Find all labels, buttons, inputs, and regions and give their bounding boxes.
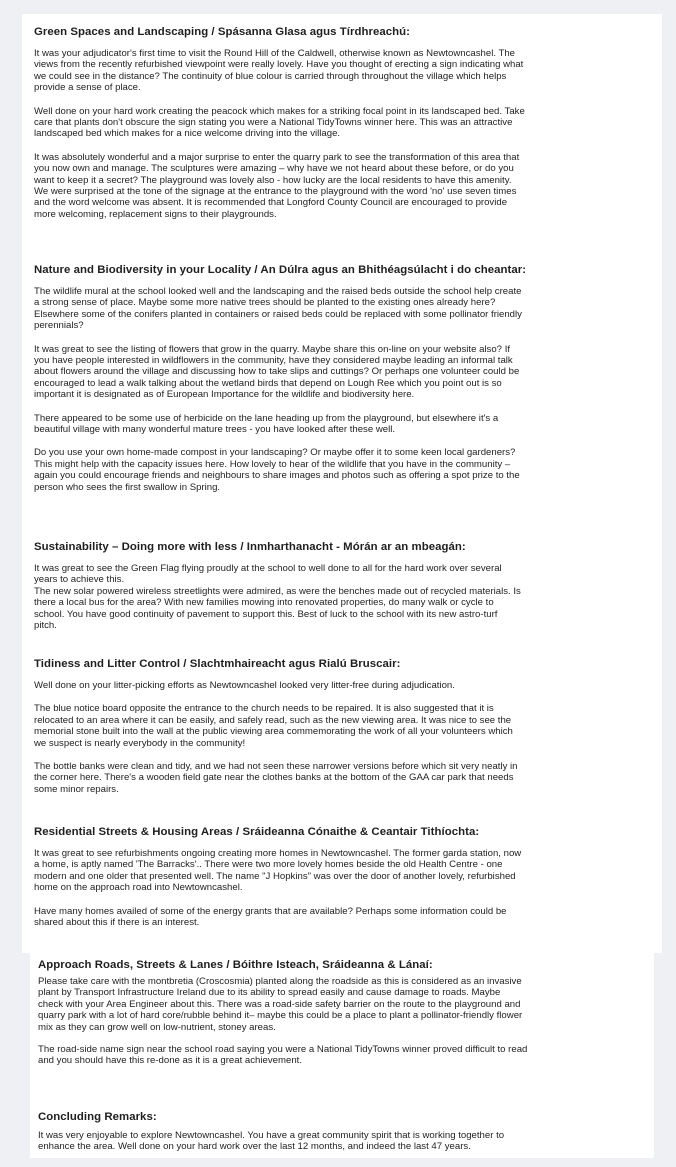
paragraph: Please take care with the montbretia (Croscosmia) planted along the roadside as this is considered as an invasive plant by Transport Infrastructure Ireland due to its ability to spread easily and cause damage to roads. Maybe check with your Area Engineer about this. There was a road-side safety barrier on the route to the playground and quarry park with a lot of hard core/rubble behind it– maybe this could be a place to plant a pollinator-friendly flower mix as they can grow well on low-nutrient, stoney areas. [38, 976, 523, 1033]
paragraph: It was great to see the Green Flag flying proudly at the school to well done to all for the hard work over several years to achieve this. The new solar powered wireless streetlights were admired, as were the benches made out of recycled materials. Is there a local bus for the area? With new families mowing into renovated properties, do many walk or cycle to school. You have good continuity of pavement to support this. Best of luck to the school with its new astro-turf pitch. [34, 563, 521, 632]
section-heading: Tidiness and Litter Control / Slachtmhaireacht agus Rialú Bruscair: [34, 658, 401, 670]
paragraph: There appeared to be some use of herbicide on the lane heading up from the playground, but elsewhere it's a beautiful village with many wonderful mature trees - you have looked after these well. [34, 412, 499, 436]
paragraph: Do you use your own home-made compost in your landscaping? Or maybe offer it to some keen local gardeners? This might help with the capacity issues here. How lovely to hear of the wildlife that you have in the community – again you could encourage friends and neighbours to share images and photos such as offering a spot prize to the person who sees the first swallow in Spring. [34, 447, 520, 493]
paragraph: It was great to see the listing of flowers that grow in the quarry. Maybe share this on-line on your website also? If you have people interested in wildflowers in the community, have they considered maybe leading an informal talk about flowers around the village and discussing how to take slips and cuttings? Or perhaps one volunteer could be encouraged to lead a walk talking about the wetland birds that depend on Lough Ree which you point out is so important it is designated as of European Importance for the wildlife and biodiversity here. [34, 343, 520, 401]
section-residential-streets [34, 825, 656, 928]
section-approach-roads [38, 958, 646, 1067]
section-concluding-remarks [38, 1110, 646, 1153]
paragraph: The wildlife mural at the school looked well and the landscaping and the raised beds outside the school help create a strong sense of place. Maybe some more native trees should be planted to the existing ones already here? Elsewhere some of the conifers planted in containers or raised beds could be replaced with some pollinator friendly perennials? [34, 286, 522, 332]
section-heading: Nature and Biodiversity in your Locality / An Dúlra agus an Bhithéagsúlacht i do cheantar: [34, 264, 527, 276]
section-heading: Approach Roads, Streets & Lanes / Bóithre Isteach, Sráideanna & Lánaí: [38, 959, 433, 971]
paragraph: It was absolutely wonderful and a major surprise to enter the quarry park to see the transformation of this area that you now own and manage. The sculptures were amazing – why have we not heard about these before, or do you want to keep it a secret? The playground was lovely also - how lucky are the local residents to have this amenity. We were surprised at the tone of the signage at the entrance to the playground with the word 'no' use seven times and the word welcome was absent. It is recommended that Longford County Council are encouraged to provide more welcoming, replacement signs to their playgrounds. [34, 151, 520, 220]
paragraph: It was your adjudicator's first time to visit the Round Hill of the Caldwell, otherwise known as Newtowncashel. The views from the recently refurbished viewpoint were really lovely. Have you thought of erecting a sign indicating what we could see in the distance? The continuity of blue colour is carried through throughout the village which helps provide a sense of place. [34, 48, 524, 94]
section-heading: Concluding Remarks: [38, 1111, 157, 1123]
paragraph: Have many homes availed of some of the energy grants that are available? Perhaps some information could be shared about this if there is an interest. [34, 905, 507, 929]
paragraph: It was great to see refurbishments ongoing creating more homes in Newtowncashel. The former garda station, now a home, is aptly named 'The Barracks'.. There were two more lovely homes beside the old Health Centre - one modern and one older that presented well. The name "J Hopkins" was over the door of another lovely, refurbished home on the approach road into Newtowncashel. [34, 848, 522, 894]
section-nature-biodiversity [34, 263, 656, 493]
section-green-spaces [34, 25, 656, 220]
section-heading: Sustainability – Doing more with less / Inmharthanacht - Mórán ar an mbeagán: [34, 541, 466, 553]
paragraph: Well done on your litter-picking efforts as Newtowncashel looked very litter-free during adjudication. [34, 680, 455, 691]
paragraph: The bottle banks were clean and tidy, and we had not seen these narrower versions before which sit very neatly in the corner here. There's a wooden field gate near the clothes banks at the bottom of the GAA car park that needs some minor repairs. [34, 761, 518, 795]
paragraph: The blue notice board opposite the entrance to the church needs to be repaired. It is also suggested that it is relocated to an area where it can be easily, and safely read, such as the new viewing area. It was nice to see the memorial stone built into the wall at the public viewing area commemorating the work of all your volunteers which we suspect is nearly everybody in the community! [34, 703, 513, 749]
paragraph: It was very enjoyable to explore Newtowncashel. You have a great community spirit that is working together to enhance the area. Well done on your hard work over the last 12 months, and indeed the last 47 years. [38, 1130, 505, 1153]
paragraph: Well done on your hard work creating the peacock which makes for a striking focal point in its landscaped bed. Take care that plants don't obscure the sign stating you were a National TidyTowns winner here. This was an attractive landscaped bed which makes for a nice welcome driving into the village. [34, 105, 525, 140]
section-heading: Residential Streets & Housing Areas / Sráideanna Cónaithe & Ceantair Tithíochta: [34, 826, 480, 838]
paragraph: The road-side name sign near the school road saying you were a National TidyTowns winner proved difficult to read and you should have this re-done as it is a great achievement. [38, 1044, 528, 1067]
section-sustainability [34, 540, 656, 631]
report-page-upper [22, 14, 662, 953]
section-heading: Green Spaces and Landscaping / Spásanna Glasa agus Tírdhreachú: [34, 26, 410, 38]
section-tidiness-litter [34, 657, 656, 795]
report-page-lower [30, 953, 654, 1158]
